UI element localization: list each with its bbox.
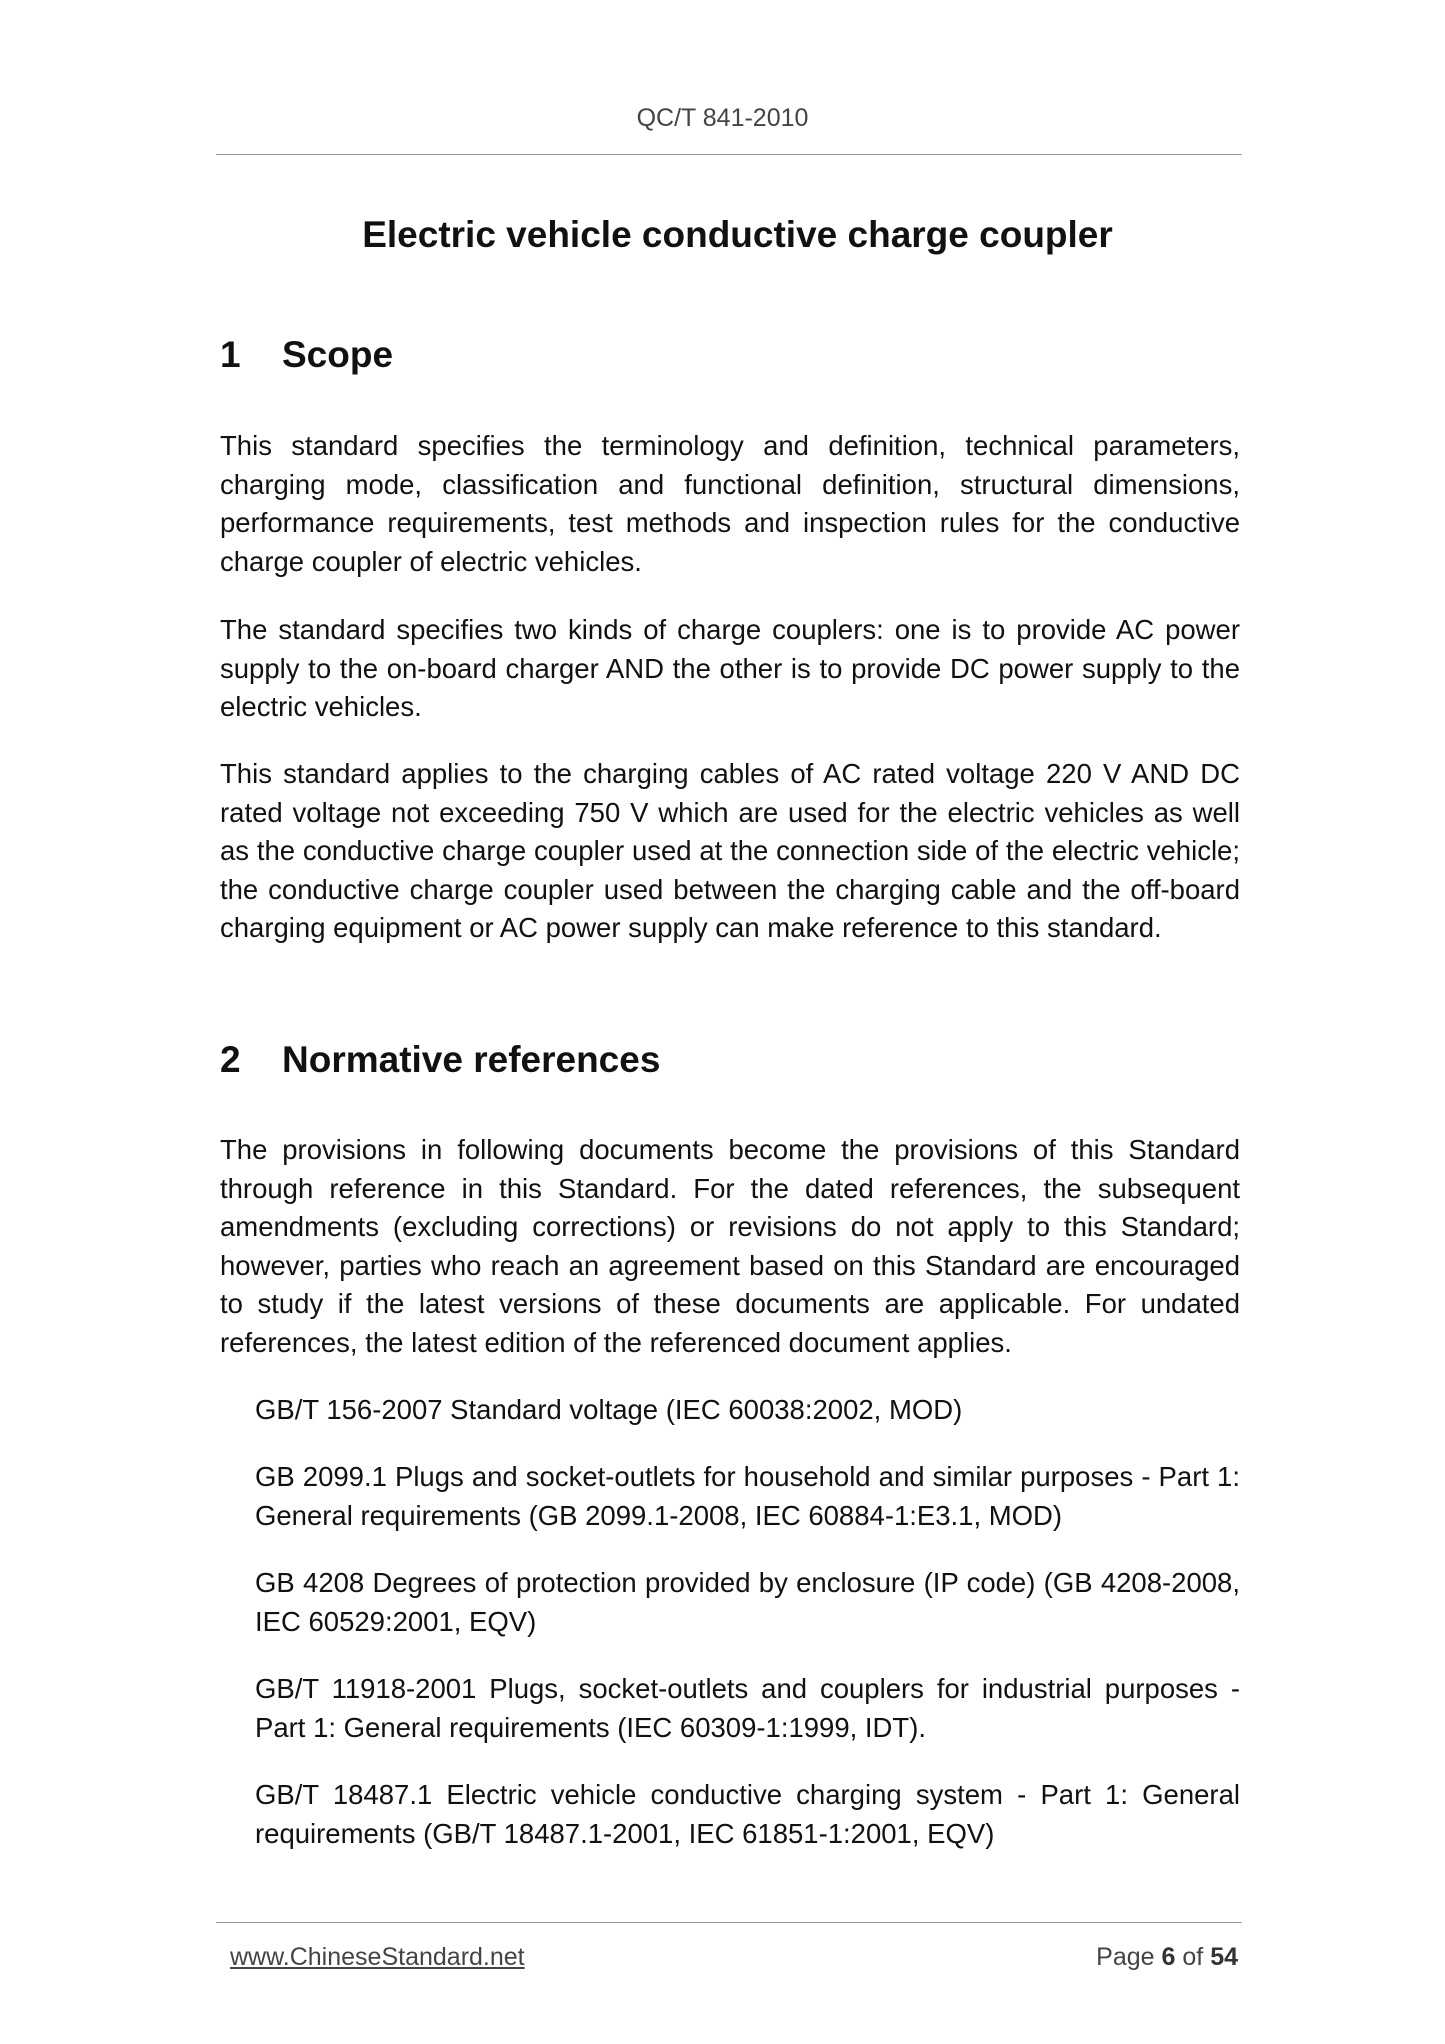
page-title: Electric vehicle conductive charge coupler: [362, 214, 1113, 255]
current-page: 6: [1161, 1943, 1176, 1971]
section-number: 1: [220, 334, 241, 375]
section-title: Normative references: [282, 1039, 661, 1080]
section-heading-scope: [220, 334, 393, 376]
page-of-label: of: [1182, 1943, 1204, 1971]
reference-item: GB/T 11918-2001 Plugs, socket-outlets and couplers for industrial purposes - Part 1: General requirements (IEC 60309-1:1999, IDT).: [255, 1673, 1240, 1743]
document-id-header: QC/T 841-2010: [636, 104, 809, 132]
reference-item: GB/T 156-2007 Standard voltage (IEC 60038:2002, MOD): [255, 1394, 963, 1425]
reference-item: GB 4208 Degrees of protection provided by enclosure (IP code) (GB 4208-2008, IEC 60529:2001, EQV): [255, 1567, 1240, 1637]
header-divider: [216, 154, 1242, 155]
normative-references-paragraph: The provisions in following documents become the provisions of this Standard through reference in this Standard. For the dated references, the subsequent amendments (excluding corrections) or revisions do not apply to this Standard; however, parties who reach an agreement based on this Standard are encouraged to study if the latest versions of these documents are applicable. For undated references, the latest edition of the referenced document applies.: [220, 1134, 1240, 1358]
page-number: [1096, 1943, 1238, 1972]
scope-paragraph-3: This standard applies to the charging cables of AC rated voltage 220 V AND DC rated voltage not exceeding 750 V which are used for the electric vehicles as well as the conductive charge coupler used at the connection side of the electric vehicle; the conductive charge coupler used between the charging cable and the off-board charging equipment or AC power supply can make reference to this standard.: [220, 758, 1240, 943]
footer-divider: [216, 1922, 1242, 1923]
total-pages: 54: [1210, 1943, 1238, 1971]
section-heading-normative-references: [220, 1039, 660, 1081]
scope-paragraph-1: This standard specifies the terminology and definition, technical parameters, charging mode, classification and functional definition, structural dimensions, performance requirements, test methods and inspection rules for the conductive charge coupler of electric vehicles.: [220, 430, 1240, 577]
reference-item: GB/T 18487.1 Electric vehicle conductive charging system - Part 1: General requirements (GB/T 18487.1-2001, IEC 61851-1:2001, EQV): [255, 1779, 1240, 1849]
website-link[interactable]: www.ChineseStandard.net: [230, 1943, 525, 1971]
page-label: Page: [1096, 1943, 1155, 1971]
reference-item: GB 2099.1 Plugs and socket-outlets for household and similar purposes - Part 1: General requirements (GB 2099.1-2008, IEC 60884-1:E3.1, MOD): [255, 1461, 1240, 1531]
section-title: Scope: [282, 334, 394, 375]
section-number: 2: [220, 1039, 241, 1080]
scope-paragraph-2: The standard specifies two kinds of charge couplers: one is to provide AC power supply to the on-board charger AND the other is to provide DC power supply to the electric vehicles.: [220, 614, 1240, 722]
